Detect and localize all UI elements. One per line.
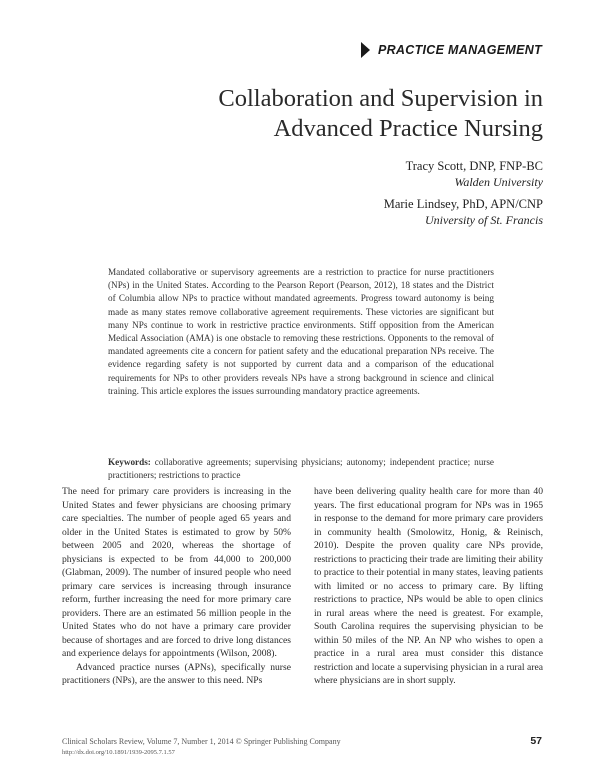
author-affiliation: University of St. Francis [425, 213, 543, 227]
title-line-1: Collaboration and Supervision in [218, 85, 543, 112]
footer [62, 736, 341, 758]
author-name: Marie Lindsey, PhD, APN/CNP [383, 197, 543, 211]
body-paragraph: Advanced practice nurses (APNs), specifically nurse practitioners (NPs), are the answer to this need. NPs [62, 661, 291, 686]
triangle-right-icon [361, 42, 370, 58]
title-line-2: Advanced Practice Nursing [273, 115, 543, 142]
author-affiliation: Walden University [454, 175, 543, 189]
abstract: Mandated collaborative or supervisory agreements are a restriction to practice for nurse practitioners (NPs) in the United States. According to the Pearson Report (Pearson, 2012), 18 states and the District of Columbia allow NPs to practice without mandated agreements. Progress toward autonomy is being made as many states remove collaborative agreement requirements. These victories are significant but many NPs continue to work in restrictive practice environments. Stiff opposition from the American Medical Association (AMA) is one obstacle to removing these restrictions. Opponents to the removal of mandated agreements cite a concern for patient safety and the educational preparation NPs receive. The evidence regarding safety is not supported by current data and a comparison of the educational requirements for NPs to other providers reveals NPs have a strong background in science and clinical training. This article explores the issues surrounding mandatory practice agreements. [108, 267, 494, 396]
footer-doi: http://dx.doi.org/10.1891/1939-2095.7.1.57 [62, 749, 175, 756]
section-label-text: PRACTICE MANAGEMENT [377, 43, 542, 57]
section-label [361, 42, 542, 58]
footer-citation: Clinical Scholars Review, Volume 7, Number 1, 2014 © Springer Publishing Company [62, 737, 341, 746]
body-column-left [62, 485, 291, 688]
body-paragraph: The need for primary care providers is increasing in the United States and fewer physicians are choosing primary care specialties. The number of people aged 65 years and older in the United States is estimated to grow by 50% between 2005 and 2020, whereas the shortage of physicians is expected to be from 44,000 to 200,000 (Glabman, 2009). The number of insured people who need primary care services is increasing through insurance reform, further increasing the need for more primary care providers. There are an estimated 56 million people in the United States who do not have a primary care provider because of shortages and are forced to drive long distances and experience delays for appointments (Wilson, 2008). [62, 486, 291, 659]
keywords [108, 456, 494, 482]
keywords-label: Keywords: [108, 457, 151, 467]
author-block [384, 158, 543, 228]
page-number: 57 [530, 735, 542, 747]
body-paragraph: have been delivering quality health care for more than 40 years. The first educational program for NPs was in 1965 in response to the demand for more primary care providers in community health (Smolowitz, Honig, & Reinisch, 2010). Despite the proven quality care NPs provide, restrictions to practicing their trade are limiting their ability to practice to their potential in many states, leaving patients with limited or no access to primary care. By lifting restrictions to practice, NPs would be able to open clinics in rural areas where the need is greatest. For example, South Carolina requires the supervising physician to be within 50 miles of the NP. An NP who wishes to open a practice in a rural area must consider this distance restriction and locate a supervising physician in a rural area where physicians are in short supply. [314, 486, 543, 686]
author-name: Tracy Scott, DNP, FNP-BC [405, 159, 543, 173]
article-title [103, 84, 543, 144]
body-column-right [314, 485, 543, 688]
keywords-text: collaborative agreements; supervising physicians; autonomy; independent practice; nurse practitioners; restrictions to practice [108, 457, 495, 481]
